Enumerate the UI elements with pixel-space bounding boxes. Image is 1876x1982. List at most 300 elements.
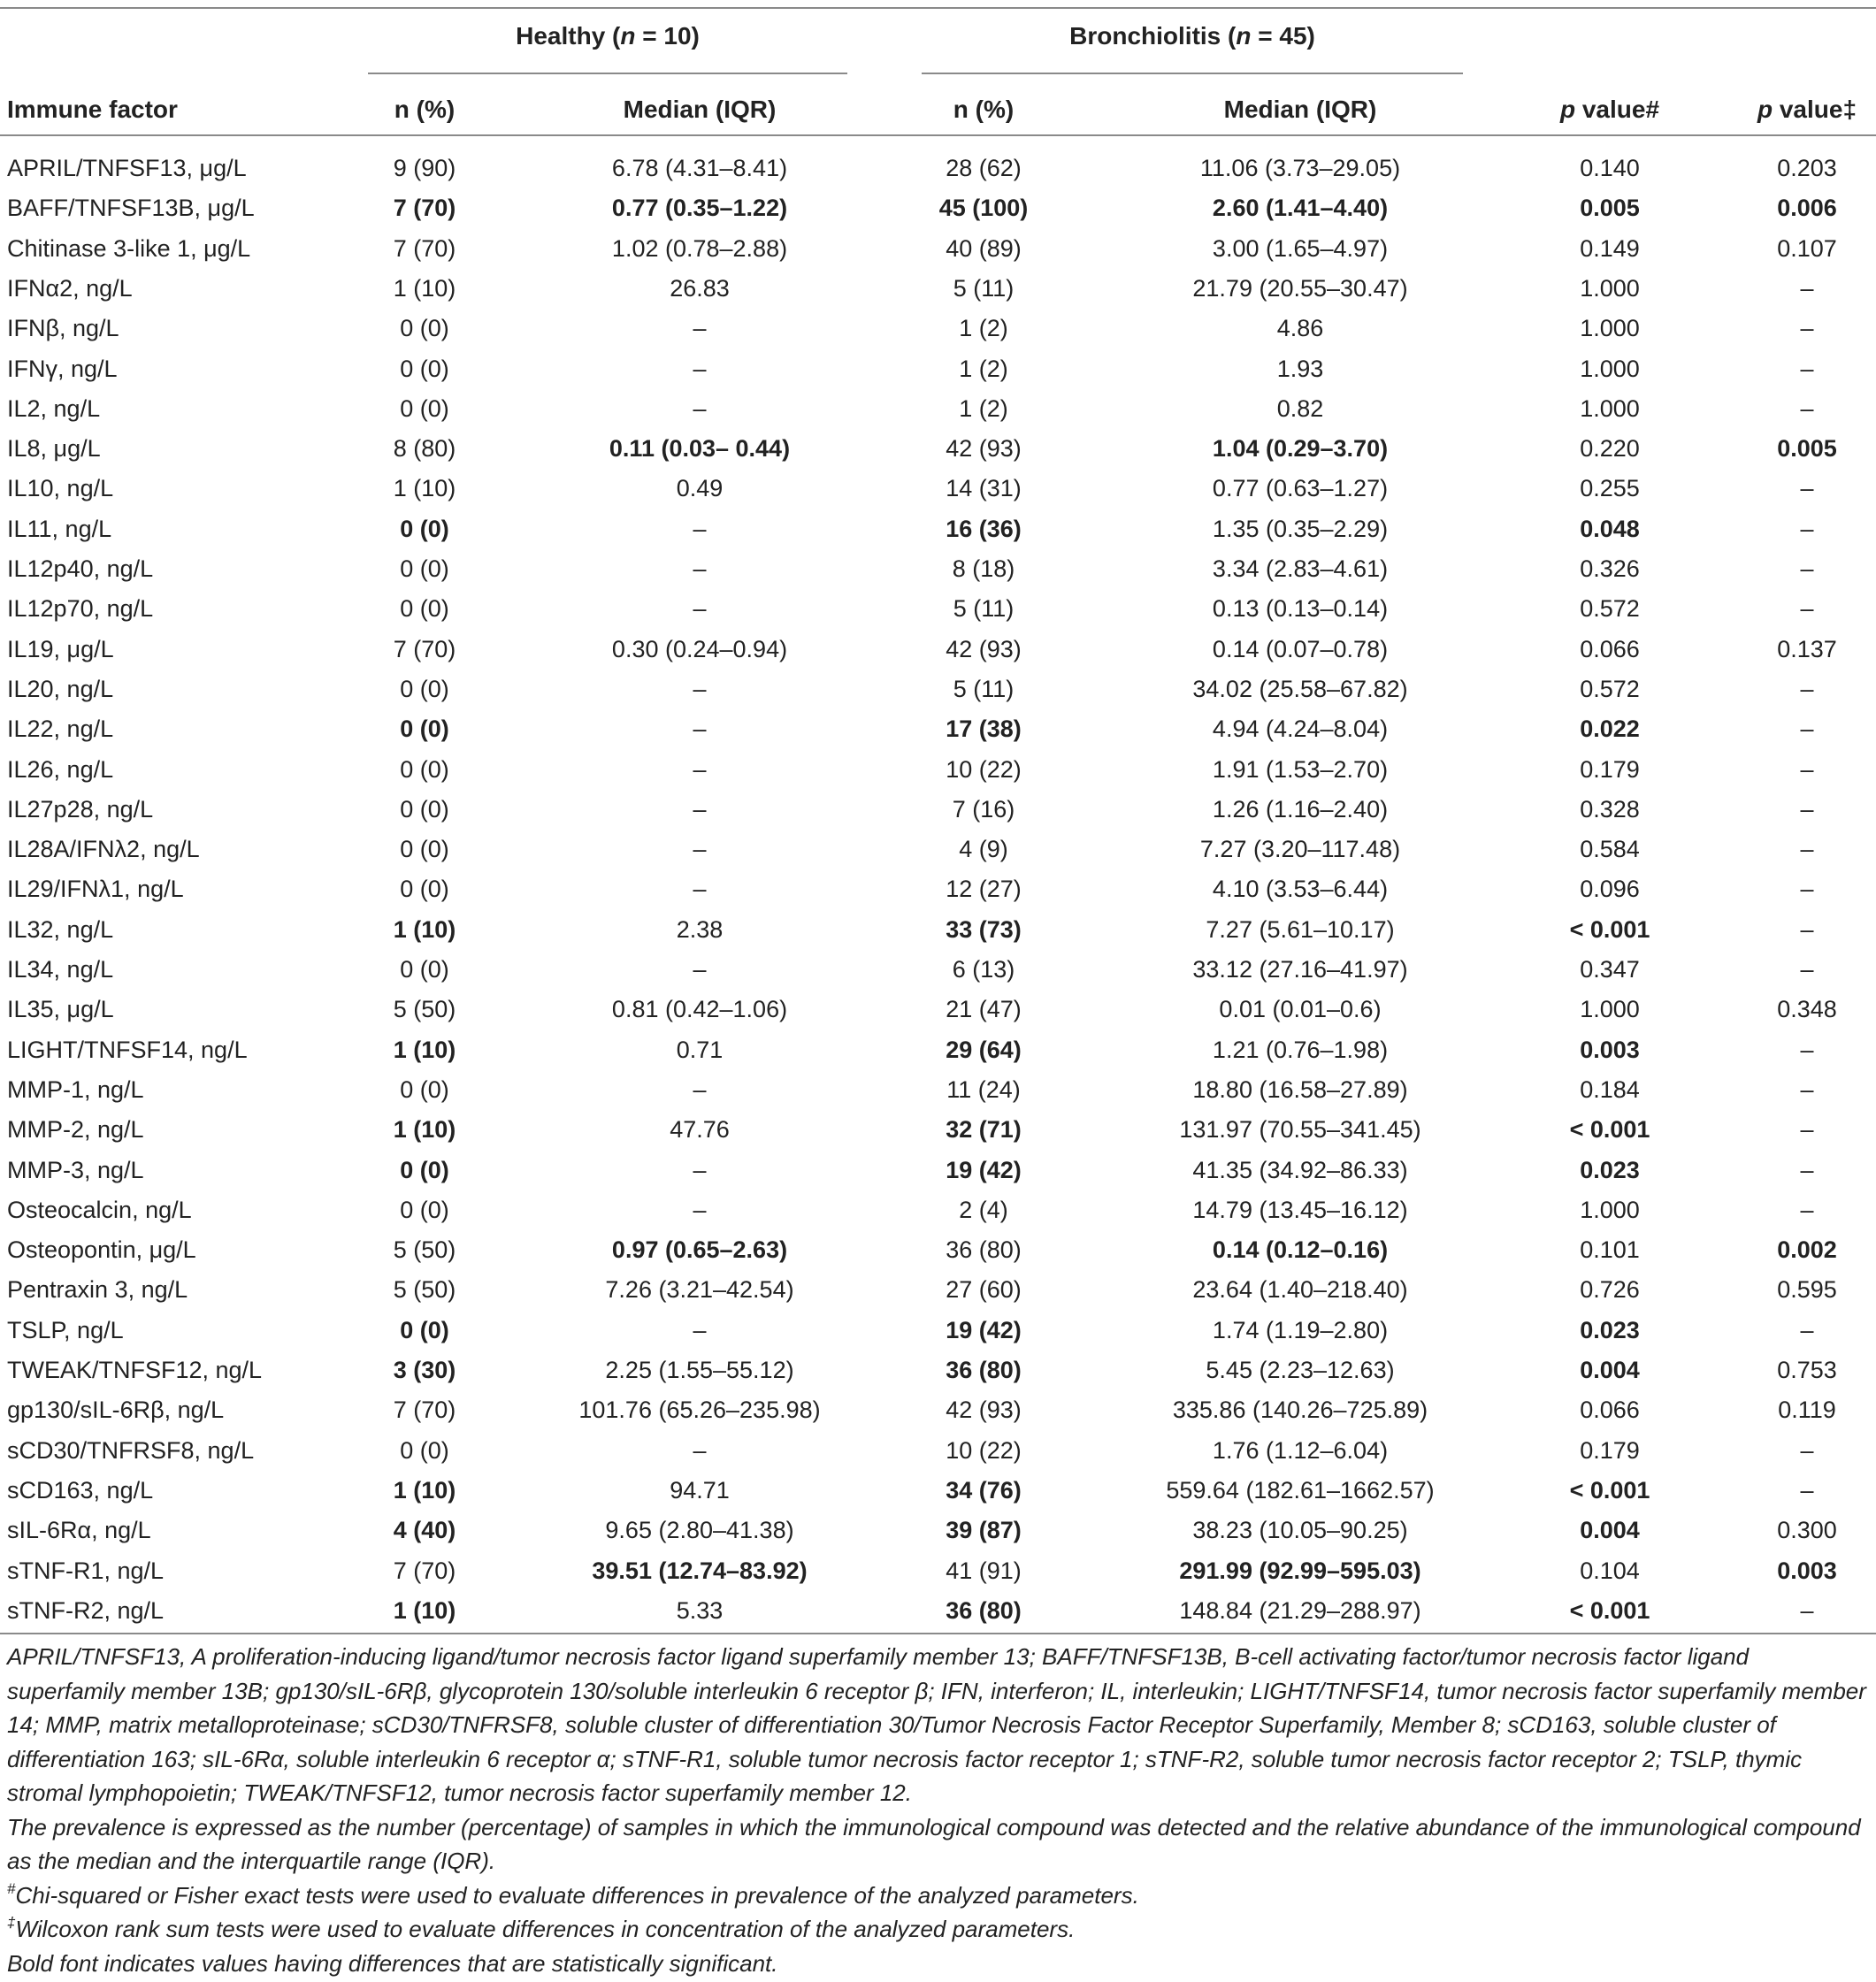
cell-h-med: 1.02 (0.78–2.88) [611, 234, 788, 262]
cell-h-n: 0 (0) [400, 595, 449, 623]
table-row [0, 589, 1876, 629]
cell-h-med: – [693, 836, 707, 863]
cell-p2: – [1800, 1436, 1814, 1464]
cell-b-n: 36 (80) [946, 1357, 1022, 1383]
cell-h-med: 39.51 (12.74–83.92) [592, 1557, 808, 1584]
cell-b-n: 33 (73) [946, 915, 1022, 943]
cell-b-n: 42 (93) [946, 635, 1022, 662]
cell-h-n: 1 (10) [393, 274, 456, 302]
cell-h-med: – [693, 315, 707, 342]
cell-h-med: 101.76 (65.26–235.98) [578, 1397, 821, 1424]
table-row [0, 1230, 1876, 1270]
cell-factor: sTNF-R2, ng/L [7, 1596, 165, 1624]
cell-b-med: 18.80 (16.58–27.89) [1192, 1075, 1408, 1103]
footnote-hash [7, 1879, 1872, 1913]
table-row [0, 1030, 1876, 1070]
cell-b-med: 1.26 (1.16–2.40) [1212, 795, 1389, 823]
table-row [0, 1151, 1876, 1190]
cell-b-n: 27 (60) [946, 1276, 1022, 1304]
cell-p1: 0.048 [1580, 515, 1640, 542]
table-row [0, 1110, 1876, 1150]
table-row [0, 950, 1876, 990]
cell-p2: 0.107 [1777, 234, 1837, 262]
cell-factor: IL12p40, ng/L [7, 555, 154, 582]
cell-b-med: 1.21 (0.76–1.98) [1212, 1036, 1389, 1063]
cell-b-n: 19 (42) [946, 1156, 1022, 1183]
cell-p2: – [1800, 795, 1814, 823]
cell-h-n: 5 (50) [393, 1276, 456, 1304]
cell-p2: 0.002 [1777, 1236, 1837, 1264]
cell-h-n: 1 (10) [393, 475, 456, 502]
cell-b-med: 3.34 (2.83–4.61) [1212, 555, 1389, 582]
table-row [0, 869, 1876, 909]
cell-b-n: 6 (13) [952, 956, 1015, 983]
cell-h-n: 3 (30) [393, 1357, 456, 1383]
cell-p1: 0.347 [1580, 956, 1640, 983]
table-row [0, 1270, 1876, 1310]
cell-p1: 0.022 [1580, 716, 1640, 743]
column-header-p1-rest: value# [1575, 96, 1660, 123]
cell-b-med: 335.86 (140.26–725.89) [1172, 1397, 1428, 1424]
cell-p1: 0.184 [1580, 1075, 1640, 1103]
table-row [0, 1431, 1876, 1471]
cell-b-n: 10 (22) [946, 1436, 1022, 1464]
cell-h-med: – [693, 1075, 707, 1103]
cell-p2: – [1800, 876, 1814, 903]
cell-factor: IL35, μg/L [7, 996, 114, 1023]
cell-factor: IL2, ng/L [7, 394, 101, 422]
cell-p2: 0.003 [1777, 1557, 1837, 1584]
cell-p1: 0.140 [1580, 155, 1640, 181]
cell-b-med: 131.97 (70.55–341.45) [1179, 1116, 1421, 1144]
table-row [0, 790, 1876, 830]
cell-h-med: 47.76 [670, 1116, 730, 1144]
cell-factor: Osteocalcin, ng/L [7, 1196, 192, 1223]
cell-b-med: 0.14 (0.12–0.16) [1212, 1236, 1389, 1264]
table-row [0, 1390, 1876, 1430]
cell-b-n: 2 (4) [959, 1196, 1008, 1223]
cell-p2: 0.006 [1777, 195, 1837, 222]
cell-b-med: 23.64 (1.40–218.40) [1192, 1276, 1408, 1304]
cell-b-n: 5 (11) [953, 675, 1015, 702]
cell-factor: MMP-3, ng/L [7, 1156, 144, 1183]
cell-h-med: 9.65 (2.80–41.38) [605, 1517, 794, 1544]
cell-h-med: – [693, 595, 707, 623]
cell-factor: MMP-1, ng/L [7, 1075, 144, 1103]
cell-b-med: 3.00 (1.65–4.97) [1212, 234, 1389, 262]
table-row [0, 630, 1876, 670]
cell-p1: 1.000 [1580, 394, 1640, 422]
cell-h-med: 5.33 [676, 1596, 724, 1624]
footnote-dagger-marker: ‡ [7, 1914, 16, 1931]
cell-b-n: 42 (93) [946, 435, 1022, 463]
cell-b-n: 7 (16) [952, 795, 1015, 823]
footnote-hash-marker: # [7, 1879, 16, 1897]
cell-b-n: 42 (93) [946, 1397, 1022, 1424]
group-header-bronchiolitis-n: n [1236, 22, 1252, 50]
cell-h-n: 0 (0) [400, 675, 449, 702]
cell-b-med: 34.02 (25.58–67.82) [1192, 675, 1408, 702]
cell-b-med: 7.27 (3.20–117.48) [1199, 836, 1401, 863]
cell-h-n: 0 (0) [400, 555, 449, 582]
cell-p2: – [1800, 1156, 1814, 1183]
cell-factor: IFNβ, ng/L [7, 315, 119, 342]
cell-h-med: – [693, 1156, 707, 1183]
table-row [0, 830, 1876, 869]
table-row [0, 309, 1876, 348]
footnote-abbreviations: APRIL/TNFSF13, A proliferation-inducing ligand/tumor necrosis factor ligand superfamily member 13; BAFF/TNFSF13B, B-cell activating factor/tumor necrosis factor ligand superfamily member 13B; gp130/sIL-6Rβ, glycoprotein 130/soluble interleukin 6 receptor β; IFN, interferon; IL, interleukin; LIGHT/TNFSF14, tumor necrosis factor superfamily member 14; MMP, matrix metalloproteinase; sCD30/TNFRSF8, soluble cluster of differentiation 30/Tumor Necrosis Factor Receptor Superfamily, Member 8; sCD163, soluble cluster of differentiation 163; sIL-6Rα, soluble interleukin 6 receptor α; sTNF-R1, soluble tumor necrosis factor receptor 1; sTNF-R2, soluble tumor necrosis factor receptor 2; TSLP, thymic stromal lymphopoietin; TWEAK/TNFSF12, tumor necrosis factor superfamily member 12. [7, 1643, 1866, 1806]
cell-p1: 0.179 [1580, 755, 1640, 783]
cell-p1: 0.101 [1580, 1236, 1640, 1264]
cell-h-med: 94.71 [670, 1476, 730, 1504]
table-row [0, 1311, 1876, 1351]
table-row [0, 429, 1876, 469]
cell-h-n: 0 (0) [400, 716, 449, 743]
table-row [0, 910, 1876, 950]
cell-b-n: 19 (42) [946, 1316, 1022, 1343]
cell-h-n: 0 (0) [400, 315, 449, 342]
cell-h-n: 9 (90) [393, 155, 456, 181]
cell-h-n: 1 (10) [393, 1596, 456, 1624]
cell-p2: 0.595 [1777, 1276, 1837, 1304]
cell-p1: 0.255 [1580, 475, 1640, 502]
footnote-dagger [7, 1912, 1872, 1947]
cell-p1: 0.572 [1580, 595, 1640, 623]
cell-b-med: 0.01 (0.01–0.6) [1219, 996, 1382, 1023]
cell-p1: 0.003 [1580, 1036, 1640, 1063]
cell-factor: IL26, ng/L [7, 755, 114, 783]
cell-b-med: 291.99 (92.99–595.03) [1179, 1557, 1421, 1584]
cell-p1: 0.149 [1580, 234, 1640, 262]
cell-b-n: 10 (22) [946, 755, 1022, 783]
group-header-healthy-label: Healthy ( [516, 22, 621, 50]
column-header-p2-p: p [1757, 96, 1773, 123]
cell-factor: Osteopontin, μg/L [7, 1236, 196, 1264]
table-row [0, 1190, 1876, 1230]
cell-p1: 0.066 [1580, 635, 1640, 662]
cell-factor: sCD30/TNFRSF8, ng/L [7, 1436, 255, 1464]
cell-b-n: 17 (38) [946, 716, 1022, 743]
cell-factor: IL12p70, ng/L [7, 595, 154, 623]
cell-h-n: 0 (0) [400, 355, 449, 382]
cell-p1: 0.066 [1580, 1397, 1640, 1424]
cell-h-n: 7 (70) [393, 195, 456, 222]
cell-b-med: 0.77 (0.63–1.27) [1212, 475, 1389, 502]
cell-b-n: 5 (11) [953, 274, 1015, 302]
cell-p2: 0.137 [1777, 635, 1837, 662]
cell-h-n: 0 (0) [400, 1156, 449, 1183]
cell-p2: – [1800, 716, 1814, 743]
cell-p1: 0.004 [1580, 1517, 1640, 1544]
cell-b-n: 1 (2) [959, 355, 1008, 382]
cell-h-n: 0 (0) [400, 394, 449, 422]
cell-b-med: 1.91 (1.53–2.70) [1212, 755, 1389, 783]
cell-p2: – [1800, 1316, 1814, 1343]
cell-h-n: 1 (10) [393, 1036, 456, 1063]
cell-h-n: 7 (70) [393, 635, 456, 662]
cell-p2: – [1800, 1476, 1814, 1504]
cell-p1: 0.104 [1580, 1557, 1640, 1584]
cell-b-n: 1 (2) [959, 394, 1008, 422]
cell-p2: 0.119 [1778, 1397, 1836, 1424]
cell-h-n: 0 (0) [400, 1075, 449, 1103]
cell-p1: 0.572 [1580, 675, 1640, 702]
group-header-bronchiolitis [922, 18, 1463, 55]
column-header-healthy-n: n (%) [394, 96, 456, 123]
cell-p1: 0.328 [1580, 795, 1640, 823]
cell-b-med: 38.23 (10.05–90.25) [1192, 1517, 1408, 1544]
cell-b-n: 29 (64) [946, 1036, 1022, 1063]
cell-h-n: 0 (0) [400, 795, 449, 823]
cell-p1: 1.000 [1580, 315, 1640, 342]
cell-b-med: 1.35 (0.35–2.29) [1212, 515, 1389, 542]
cell-h-n: 0 (0) [400, 515, 449, 542]
bottom-rule [0, 1633, 1876, 1634]
cell-factor: IFNα2, ng/L [7, 274, 133, 302]
cell-p2: – [1800, 1116, 1814, 1144]
cell-p1: 0.023 [1580, 1316, 1640, 1343]
cell-factor: IL22, ng/L [7, 716, 114, 743]
cell-b-n: 8 (18) [952, 555, 1015, 582]
cell-p2: – [1800, 394, 1814, 422]
cell-h-med: – [693, 1436, 707, 1464]
cell-b-n: 21 (47) [946, 996, 1022, 1023]
group-header-bronchiolitis-label: Bronchiolitis ( [1069, 22, 1237, 50]
cell-p2: 0.348 [1777, 996, 1837, 1023]
table-row [0, 549, 1876, 589]
cell-b-med: 4.10 (3.53–6.44) [1212, 876, 1389, 903]
cell-h-n: 7 (70) [393, 234, 456, 262]
cell-h-med: – [693, 876, 707, 903]
footnote-dagger-text: Wilcoxon rank sum tests were used to evaluate differences in concentration of the analyzed parameters. [15, 1916, 1076, 1942]
cell-p2: 0.005 [1777, 435, 1837, 463]
cell-factor: sCD163, ng/L [7, 1476, 154, 1504]
column-header-bronchiolitis-median: Median (IQR) [1223, 96, 1377, 123]
cell-b-med: 559.64 (182.61–1662.57) [1166, 1476, 1435, 1504]
cell-h-n: 7 (70) [393, 1397, 456, 1424]
group-header-bronchiolitis-rest: = 45) [1251, 22, 1315, 50]
header-rule [0, 134, 1876, 136]
cell-h-n: 0 (0) [400, 755, 449, 783]
cell-h-med: – [693, 1316, 707, 1343]
cell-b-n: 36 (80) [946, 1596, 1022, 1624]
cell-p1: 0.005 [1580, 195, 1640, 222]
cell-h-med: – [693, 394, 707, 422]
table-row [0, 1511, 1876, 1550]
table-row [0, 670, 1876, 709]
table-row [0, 149, 1876, 188]
table-row [0, 750, 1876, 790]
cell-factor: TSLP, ng/L [7, 1316, 124, 1343]
column-header-p2-rest: value‡ [1773, 96, 1857, 123]
cell-p2: – [1800, 475, 1814, 502]
cell-h-med: 2.38 [676, 915, 724, 943]
footnote-bold: Bold font indicates values having differences that are statistically significant. [7, 1949, 778, 1977]
cell-p1: 0.326 [1580, 555, 1640, 582]
cell-b-n: 32 (71) [946, 1116, 1022, 1144]
cell-p1: 0.179 [1580, 1436, 1640, 1464]
cell-factor: IL27p28, ng/L [7, 795, 154, 823]
cell-h-n: 0 (0) [400, 836, 449, 863]
cell-p1: < 0.001 [1569, 1476, 1650, 1504]
cell-factor: sIL-6Rα, ng/L [7, 1517, 151, 1544]
cell-p1: 1.000 [1580, 355, 1640, 382]
cell-h-med: 0.11 (0.03– 0.44) [609, 435, 791, 463]
cell-b-n: 4 (9) [959, 836, 1008, 863]
table-row [0, 1551, 1876, 1591]
cell-h-med: 0.97 (0.65–2.63) [611, 1236, 788, 1264]
cell-h-med: 7.26 (3.21–42.54) [605, 1276, 794, 1304]
cell-h-med: 0.81 (0.42–1.06) [611, 996, 788, 1023]
cell-p1: 1.000 [1580, 996, 1640, 1023]
cell-h-med: – [693, 555, 707, 582]
cell-b-n: 16 (36) [946, 515, 1022, 542]
cell-factor: IL10, ng/L [7, 475, 114, 502]
cell-factor: IFNγ, ng/L [7, 355, 118, 382]
cell-h-n: 0 (0) [400, 876, 449, 903]
cell-b-med: 1.93 [1276, 355, 1324, 382]
cell-p2: – [1800, 956, 1814, 983]
top-rule [0, 7, 1876, 9]
cell-h-med: 0.77 (0.35–1.22) [611, 195, 788, 222]
cell-h-n: 5 (50) [393, 1236, 456, 1264]
cell-b-med: 5.45 (2.23–12.63) [1206, 1357, 1395, 1383]
cell-h-med: – [693, 956, 707, 983]
cell-factor: IL8, μg/L [7, 435, 101, 463]
cell-factor: IL28A/IFNλ2, ng/L [7, 836, 200, 863]
cell-h-n: 8 (80) [393, 435, 456, 463]
cell-factor: Chitinase 3-like 1, μg/L [7, 234, 251, 262]
cell-b-med: 148.84 (21.29–288.97) [1179, 1596, 1421, 1624]
cell-p1: < 0.001 [1569, 1596, 1650, 1624]
table-row [0, 349, 1876, 389]
cell-p1: 0.096 [1580, 876, 1640, 903]
cell-b-med: 21.79 (20.55–30.47) [1192, 274, 1408, 302]
cell-h-med: 0.49 [676, 475, 724, 502]
cell-b-n: 12 (27) [946, 876, 1022, 903]
cell-h-med: – [693, 755, 707, 783]
column-header-p-value-hash [1530, 90, 1689, 129]
cell-b-med: 0.13 (0.13–0.14) [1212, 595, 1389, 623]
cell-h-med: – [693, 1196, 707, 1223]
cell-b-n: 34 (76) [946, 1476, 1022, 1504]
cell-b-med: 1.74 (1.19–2.80) [1212, 1316, 1389, 1343]
cell-h-med: 6.78 (4.31–8.41) [611, 155, 788, 181]
cell-p2: – [1800, 1196, 1814, 1223]
table-row [0, 1591, 1876, 1631]
cell-b-med: 33.12 (27.16–41.97) [1192, 956, 1408, 983]
cell-p2: – [1800, 555, 1814, 582]
cell-p1: < 0.001 [1569, 915, 1650, 943]
column-header-bronchiolitis-n: n (%) [953, 96, 1015, 123]
cell-h-n: 4 (40) [393, 1517, 456, 1544]
cell-factor: APRIL/TNFSF13, μg/L [7, 155, 247, 181]
column-header-p1-p: p [1559, 96, 1576, 123]
cell-p2: – [1800, 755, 1814, 783]
cell-b-med: 4.86 [1276, 315, 1324, 342]
cell-h-med: 0.71 [676, 1036, 724, 1063]
cell-h-n: 5 (50) [393, 996, 456, 1023]
cell-b-n: 40 (89) [946, 234, 1022, 262]
table-row [0, 1351, 1876, 1390]
column-header-healthy-median: Median (IQR) [623, 96, 777, 123]
table-footnotes [7, 1640, 1872, 1980]
cell-b-med: 0.82 [1276, 394, 1324, 422]
table-row [0, 1471, 1876, 1511]
group-header-healthy-n: n [620, 22, 636, 50]
cell-h-med: – [693, 795, 707, 823]
cell-h-n: 1 (10) [393, 1116, 456, 1144]
table-row [0, 229, 1876, 269]
cell-p1: 0.726 [1580, 1276, 1640, 1304]
cell-h-n: 0 (0) [400, 1316, 449, 1343]
cell-p2: – [1800, 315, 1814, 342]
cell-h-med: – [693, 515, 707, 542]
cell-b-n: 45 (100) [938, 195, 1029, 222]
group-header-healthy-rest: = 10) [635, 22, 700, 50]
cell-p2: – [1800, 675, 1814, 702]
cell-h-med: – [693, 675, 707, 702]
cell-b-n: 5 (11) [953, 595, 1015, 623]
cell-p1: 0.584 [1580, 836, 1640, 863]
cell-factor: sTNF-R1, ng/L [7, 1557, 165, 1584]
column-header-p-value-dagger [1741, 90, 1873, 129]
cell-p2: – [1800, 1075, 1814, 1103]
cell-factor: IL32, ng/L [7, 915, 114, 943]
cell-factor: IL11, ng/L [7, 515, 112, 542]
cell-h-n: 0 (0) [400, 1436, 449, 1464]
cell-b-n: 11 (24) [946, 1075, 1021, 1103]
cell-b-med: 2.60 (1.41–4.40) [1212, 195, 1389, 222]
cell-b-n: 41 (91) [946, 1557, 1022, 1584]
table-row [0, 269, 1876, 309]
cell-h-n: 0 (0) [400, 1196, 449, 1223]
cell-b-med: 14.79 (13.45–16.12) [1192, 1196, 1408, 1223]
cell-b-n: 14 (31) [946, 475, 1022, 502]
cell-b-n: 1 (2) [959, 315, 1008, 342]
group-rule-healthy [368, 73, 847, 74]
cell-b-med: 7.27 (5.61–10.17) [1206, 915, 1395, 943]
footnote-hash-text: Chi-squared or Fisher exact tests were used to evaluate differences in prevalence of the analyzed parameters. [15, 1881, 1139, 1909]
cell-factor: TWEAK/TNFSF12, ng/L [7, 1357, 263, 1383]
cell-p2: 0.753 [1777, 1357, 1837, 1383]
group-rule-bronchiolitis [922, 73, 1463, 74]
table-row [0, 709, 1876, 749]
cell-factor: IL19, μg/L [7, 635, 114, 662]
cell-p1: 1.000 [1580, 274, 1640, 302]
cell-b-n: 36 (80) [946, 1236, 1022, 1264]
cell-factor: MMP-2, ng/L [7, 1116, 144, 1144]
cell-h-n: 1 (10) [393, 915, 456, 943]
cell-b-med: 1.76 (1.12–6.04) [1212, 1436, 1389, 1464]
footnote-prevalence: The prevalence is expressed as the number (percentage) of samples in which the immunological compound was detected and the relative abundance of the immunological compound as the median and the interquartile range (IQR). [7, 1813, 1861, 1874]
cell-p2: – [1800, 515, 1814, 542]
cell-factor: BAFF/TNFSF13B, μg/L [7, 195, 255, 222]
cell-factor: IL34, ng/L [7, 956, 114, 983]
cell-b-med: 41.35 (34.92–86.33) [1192, 1156, 1408, 1183]
cell-h-med: 26.83 [670, 274, 730, 302]
cell-p2: 0.203 [1777, 155, 1837, 181]
cell-factor: Pentraxin 3, ng/L [7, 1276, 188, 1304]
cell-p2: – [1800, 595, 1814, 623]
cell-h-n: 7 (70) [393, 1557, 456, 1584]
cell-factor: IL20, ng/L [7, 675, 114, 702]
table-row [0, 389, 1876, 429]
cell-h-n: 0 (0) [400, 956, 449, 983]
cell-b-n: 39 (87) [946, 1517, 1022, 1544]
cell-p2: – [1800, 1036, 1814, 1063]
cell-p1: 1.000 [1580, 1196, 1640, 1223]
